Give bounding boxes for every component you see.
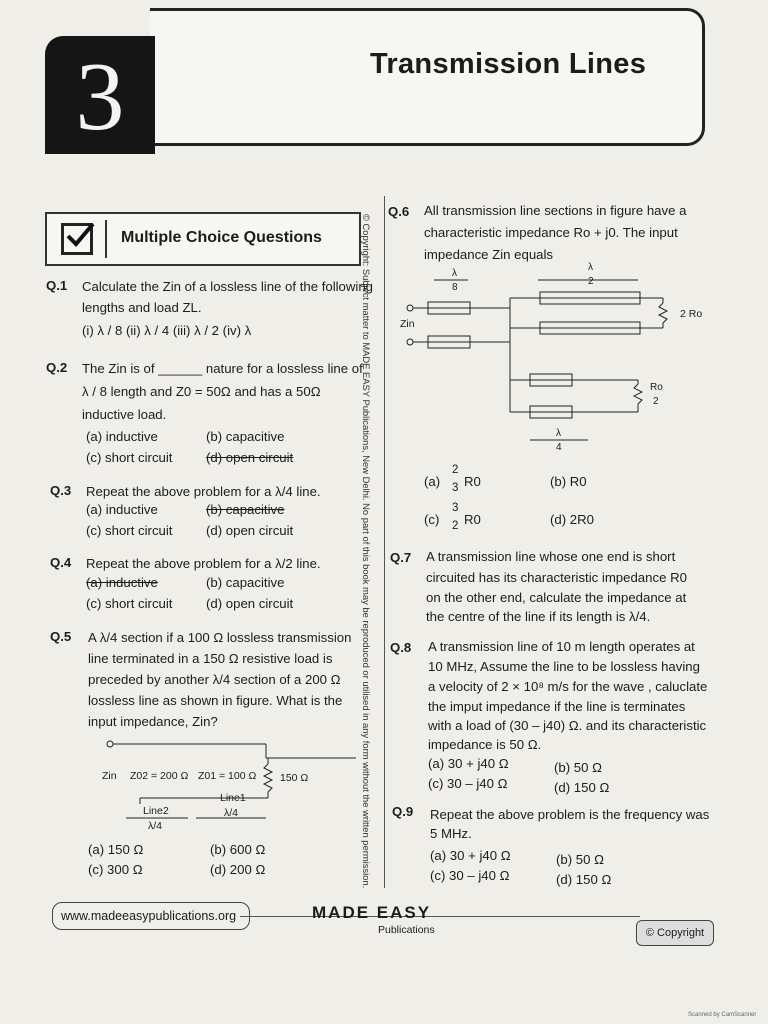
fig-label: 2 Ro <box>680 308 703 320</box>
option-a: (a) 30 + j40 Ω <box>430 848 511 863</box>
footer-rule <box>240 916 640 917</box>
question-text: input impedance, Zin? <box>88 714 218 729</box>
option-a: (a) 30 + j40 Ω <box>428 756 509 771</box>
option-d: (d) 2R0 <box>550 512 594 527</box>
option-d: (d) 150 Ω <box>556 872 612 887</box>
fig-label: λ <box>452 268 457 279</box>
option-d-marked: (d) open circuit <box>206 450 294 465</box>
scan-watermark: Scanned by CamScanner <box>688 1012 757 1018</box>
fig-label: 2 <box>653 396 659 407</box>
fig-label: Z02 = 200 Ω <box>130 770 189 782</box>
option-a: (a) inductive <box>86 502 158 517</box>
copyright-badge: © Copyright <box>636 920 714 946</box>
question-text: a velocity of 2 × 10⁸ m/s for the wave , caluclate <box>428 679 708 694</box>
question-text: line terminated in a 150 Ω resistive load is <box>88 651 333 666</box>
option-b-marked: (b) capacitive <box>206 502 285 517</box>
fig-label: 8 <box>452 282 458 293</box>
question-text: The Zin is of ______ nature for a lossless line of <box>82 361 363 376</box>
option-b: (b) capacitive <box>206 575 285 590</box>
chapter-title: Transmission Lines <box>370 48 647 80</box>
question-text: Repeat the above problem for a λ/4 line. <box>86 484 321 499</box>
option-c: (c) short circuit <box>86 523 173 538</box>
option-b: (b) 600 Ω <box>210 842 266 857</box>
fig-label: 4 <box>556 442 562 453</box>
option-c-suffix: R0 <box>464 512 481 527</box>
question-text: All transmission line sections in figure have a <box>424 203 687 218</box>
option-c: (c) short circuit <box>86 450 173 465</box>
q5-circuit-figure <box>96 736 356 836</box>
fig-label: Zin <box>102 770 117 782</box>
option-d: (d) open circuit <box>206 523 294 538</box>
question-text: A λ/4 section if a 100 Ω lossless transmission <box>88 630 352 645</box>
fig-label: Line1 <box>220 792 246 804</box>
copyright-notice-vertical: © Copyright: Subject matter to MADE EASY Publications, New Delhi. No part of this book may be reproduced or utilised in any form without the written permission. <box>361 214 372 889</box>
question-text: lossless line as shown in figure. What is the <box>88 693 343 708</box>
option-c: (c) 30 – j40 Ω <box>430 868 510 883</box>
option-a: (a) inductive <box>86 429 158 444</box>
fraction-numerator: 2 <box>452 464 459 476</box>
publisher-url: www.madeeasypublications.org <box>52 902 250 930</box>
question-text: lengths and load ZL. <box>82 300 202 315</box>
q6-transmission-figure <box>398 270 698 450</box>
question-number: Q.9 <box>392 804 414 819</box>
option-a-marked: (a) inductive <box>86 575 158 590</box>
brand-subtitle: Publications <box>378 924 435 936</box>
question-text: impedance is 50 Ω. <box>428 737 542 752</box>
fraction-denominator: 3 <box>452 482 459 494</box>
question-text: Calculate the Zin of a lossless line of the following <box>82 279 374 294</box>
fig-label: λ/4 <box>148 820 163 832</box>
option-b: (b) R0 <box>550 474 587 489</box>
question-number: Q.3 <box>50 483 72 498</box>
chapter-number: 3 <box>75 43 125 151</box>
option-c-prefix: (c) <box>424 512 440 527</box>
option-c: (c) 300 Ω <box>88 862 143 877</box>
checkbox-icon <box>61 223 93 255</box>
question-text: inductive load. <box>82 407 167 422</box>
fig-label: Z01 = 100 Ω <box>198 770 257 782</box>
question-text: the imput impedance if the line is terminates <box>428 699 686 714</box>
fig-label: Zin <box>400 318 415 330</box>
question-text: 5 MHz. <box>430 826 472 841</box>
header-divider <box>105 220 107 258</box>
option-b: (b) 50 Ω <box>554 760 602 775</box>
brand-logo: MADE EASY <box>312 903 432 922</box>
option-b: (b) capacitive <box>206 429 285 444</box>
fig-label: Ro <box>650 382 663 393</box>
option-b: (b) 50 Ω <box>556 852 604 867</box>
fig-label: λ <box>588 262 593 273</box>
fig-label: λ <box>556 428 561 439</box>
option-a-prefix: (a) <box>424 474 441 489</box>
mcq-section-header <box>45 212 361 266</box>
option-a: (a) 150 Ω <box>88 842 144 857</box>
option-d: (d) 150 Ω <box>554 780 610 795</box>
question-text: 10 MHz, Assume the line to be lossless having <box>428 659 700 674</box>
question-number: Q.7 <box>390 550 412 565</box>
question-text: preceded by another λ/4 section of a 200 Ω <box>88 672 341 687</box>
fig-label: 2 <box>588 276 594 287</box>
fraction-denominator: 2 <box>452 520 459 532</box>
question-text: characteristic impedance Ro + j0. The input <box>424 225 678 240</box>
question-text: with a load of (30 – j40) Ω. and its characteristic <box>428 718 707 733</box>
question-text: the centre of the line if its length is λ/4. <box>426 609 651 624</box>
question-text: Repeat the above problem for a λ/2 line. <box>86 556 321 571</box>
question-text: λ / 8 length and Z0 = 50Ω and has a 50Ω <box>82 384 321 399</box>
question-number: Q.8 <box>390 640 412 655</box>
option-c: (c) short circuit <box>86 596 173 611</box>
option-d: (d) 200 Ω <box>210 862 266 877</box>
question-number: Q.2 <box>46 360 68 375</box>
question-text: A transmission line of 10 m length operates at <box>428 639 695 654</box>
fraction-numerator: 3 <box>452 502 459 514</box>
column-divider <box>384 196 385 888</box>
question-number: Q.6 <box>388 204 410 219</box>
chapter-number-box <box>45 36 155 154</box>
mcq-section-title: Multiple Choice Questions <box>121 229 322 246</box>
option-d: (d) open circuit <box>206 596 294 611</box>
question-text: impedance Zin equals <box>424 247 554 262</box>
fig-label: Line2 <box>143 805 169 817</box>
question-number: Q.1 <box>46 278 68 293</box>
fig-label: 150 Ω <box>280 772 309 784</box>
question-text: circuited has its characteristic impedance R0 <box>426 570 687 585</box>
question-text: A transmission line whose one end is short <box>426 549 676 564</box>
fig-label: λ/4 <box>224 807 239 819</box>
question-text: on the other end, calculate the impedance at <box>426 590 687 605</box>
question-number: Q.4 <box>50 555 72 570</box>
question-number: Q.5 <box>50 629 72 644</box>
option-a-suffix: R0 <box>464 474 481 489</box>
question-text: Repeat the above problem is the frequency was <box>430 807 710 822</box>
option-c: (c) 30 – j40 Ω <box>428 776 508 791</box>
question-options: (i) λ / 8 (ii) λ / 4 (iii) λ / 2 (iv) λ <box>82 323 252 338</box>
